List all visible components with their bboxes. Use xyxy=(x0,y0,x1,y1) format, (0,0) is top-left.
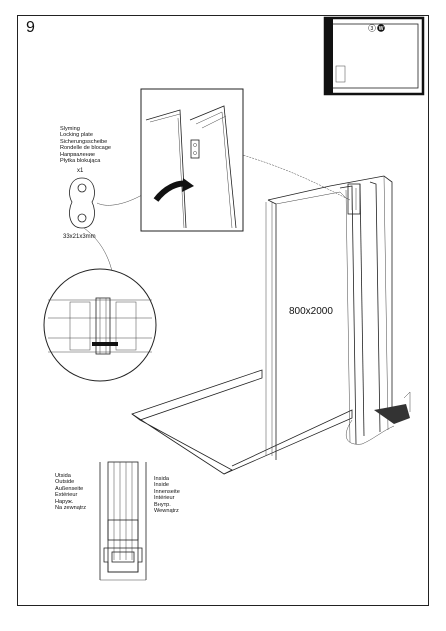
inside-label: Wewnątrz xyxy=(154,508,179,515)
part-name: Rondelle de blocage xyxy=(60,145,112,152)
inside-label: Intérieur xyxy=(154,495,175,502)
part-dimensions: 33x21x3mm xyxy=(63,234,96,240)
outside-label: Na zewnątrz xyxy=(55,505,87,512)
part-name: Slyming xyxy=(60,126,80,132)
outside-label: Extérieur xyxy=(55,492,78,499)
locking-plate-icon xyxy=(69,178,94,228)
part-name: Напрваление xyxy=(60,151,96,158)
inside-label: Inside xyxy=(154,482,169,489)
minimap-badge-letter: W xyxy=(378,26,384,33)
part-name: Locking plate xyxy=(60,132,93,139)
inside-label: Внутр. xyxy=(154,501,171,508)
outside-label: Außenseite xyxy=(55,485,84,492)
detail-box-top xyxy=(141,89,243,231)
detail-circle xyxy=(44,269,156,381)
outside-label: Outside xyxy=(55,479,75,486)
outside-label: Наруж. xyxy=(55,498,74,505)
part-quantity: x1 xyxy=(77,168,84,174)
part-name: Sicherungsscheibe xyxy=(60,138,108,145)
step-number: 9 xyxy=(26,19,35,36)
profile-section-drawing xyxy=(100,462,146,580)
inside-label: Insida xyxy=(154,476,169,482)
minimap-badge-number: 3 xyxy=(370,26,374,33)
panel-size-label: 800x2000 xyxy=(289,306,333,317)
part-name: Płytka blokująca xyxy=(60,158,101,165)
minimap-icon xyxy=(325,18,423,94)
outside-label: Utsida xyxy=(55,473,71,479)
inside-label: Innenseite xyxy=(154,488,180,495)
